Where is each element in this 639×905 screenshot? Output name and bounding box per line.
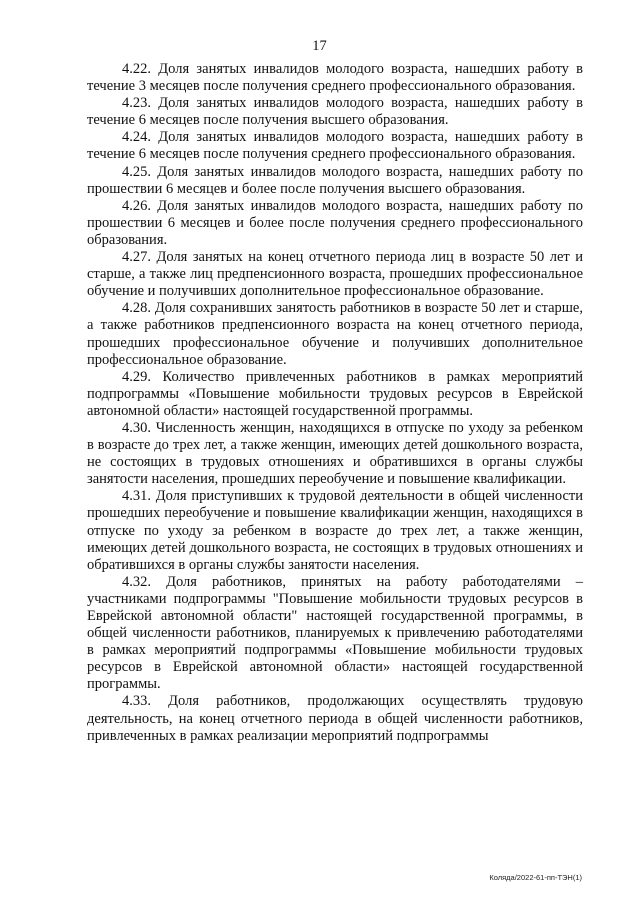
paragraph-4-31: 4.31. Доля приступивших к трудовой деятельности в общей численности прошедших переобучение и повышение квалификации женщин, находящихся в отпуске по уходу за ребенком в возрасте до трех лет, а также женщин, имеющих детей дошкольного возраста, не состоящих в трудовых отношениях и обратившихся в органы службы занятости населения.	[87, 488, 583, 573]
document-code: Коляда/2022-61-пп-ТЭН(1)	[489, 873, 582, 882]
paragraph-4-33: 4.33. Доля работников, продолжающих осуществлять трудовую деятельность, на конец отчетного периода в общей численности работников, привлеченных в рамках реализации мероприятий подпрограммы	[87, 693, 583, 744]
paragraph-4-22: 4.22. Доля занятых инвалидов молодого возраста, нашедших работу в течение 3 месяцев после получения среднего профессионального образования.	[87, 61, 583, 95]
paragraph-4-24: 4.24. Доля занятых инвалидов молодого возраста, нашедших работу в течение 6 месяцев после получения среднего профессионального образования.	[87, 129, 583, 163]
paragraph-4-30: 4.30. Численность женщин, находящихся в отпуске по уходу за ребенком в возрасте до трех лет, а также женщин, имеющих детей дошкольного возраста, не состоящих в трудовых отношениях и обратившихся в органы службы занятости населения, прошедших переобучение и повышение квалификации.	[87, 419, 583, 488]
paragraph-4-28: 4.28. Доля сохранивших занятость работников в возрасте 50 лет и старше, а также работников предпенсионного возраста на конец отчетного периода, прошедших профессиональное обучение и получивших дополнительное профессиональное образование.	[87, 300, 583, 368]
paragraph-4-26: 4.26. Доля занятых инвалидов молодого возраста, нашедших работу по прошествии 6 месяцев и более после получения среднего профессионального образования.	[87, 197, 583, 248]
paragraph-4-29: 4.29. Количество привлеченных работников в рамках мероприятий подпрограммы «Повышение мобильности трудовых ресурсов в Еврейской автономной области» настоящей государственной программы.	[87, 368, 583, 419]
page-number: 17	[312, 38, 327, 54]
paragraph-4-32: 4.32. Доля работников, принятых на работу работодателями – участниками подпрограммы "Повышение мобильности трудовых ресурсов в Еврейской автономной области" настоящей государственной программы, в общей численности работников, планируемых к привлечению работодателями в рамках мероприятий подпрограммы «Повышение мобильности трудовых ресурсов в Еврейской автономной области» настоящей государственной программы.	[87, 573, 583, 693]
paragraph-4-27: 4.27. Доля занятых на конец отчетного периода лиц в возрасте 50 лет и старше, а также лиц предпенсионного возраста, прошедших профессиональное обучение и получивших дополнительное профессиональное образование.	[87, 249, 583, 300]
document-body	[87, 61, 583, 745]
paragraph-4-23: 4.23. Доля занятых инвалидов молодого возраста, нашедших работу в течение 6 месяцев после получения высшего образования.	[87, 95, 583, 129]
paragraph-4-25: 4.25. Доля занятых инвалидов молодого возраста, нашедших работу по прошествии 6 месяцев и более после получения высшего образования.	[87, 163, 583, 197]
